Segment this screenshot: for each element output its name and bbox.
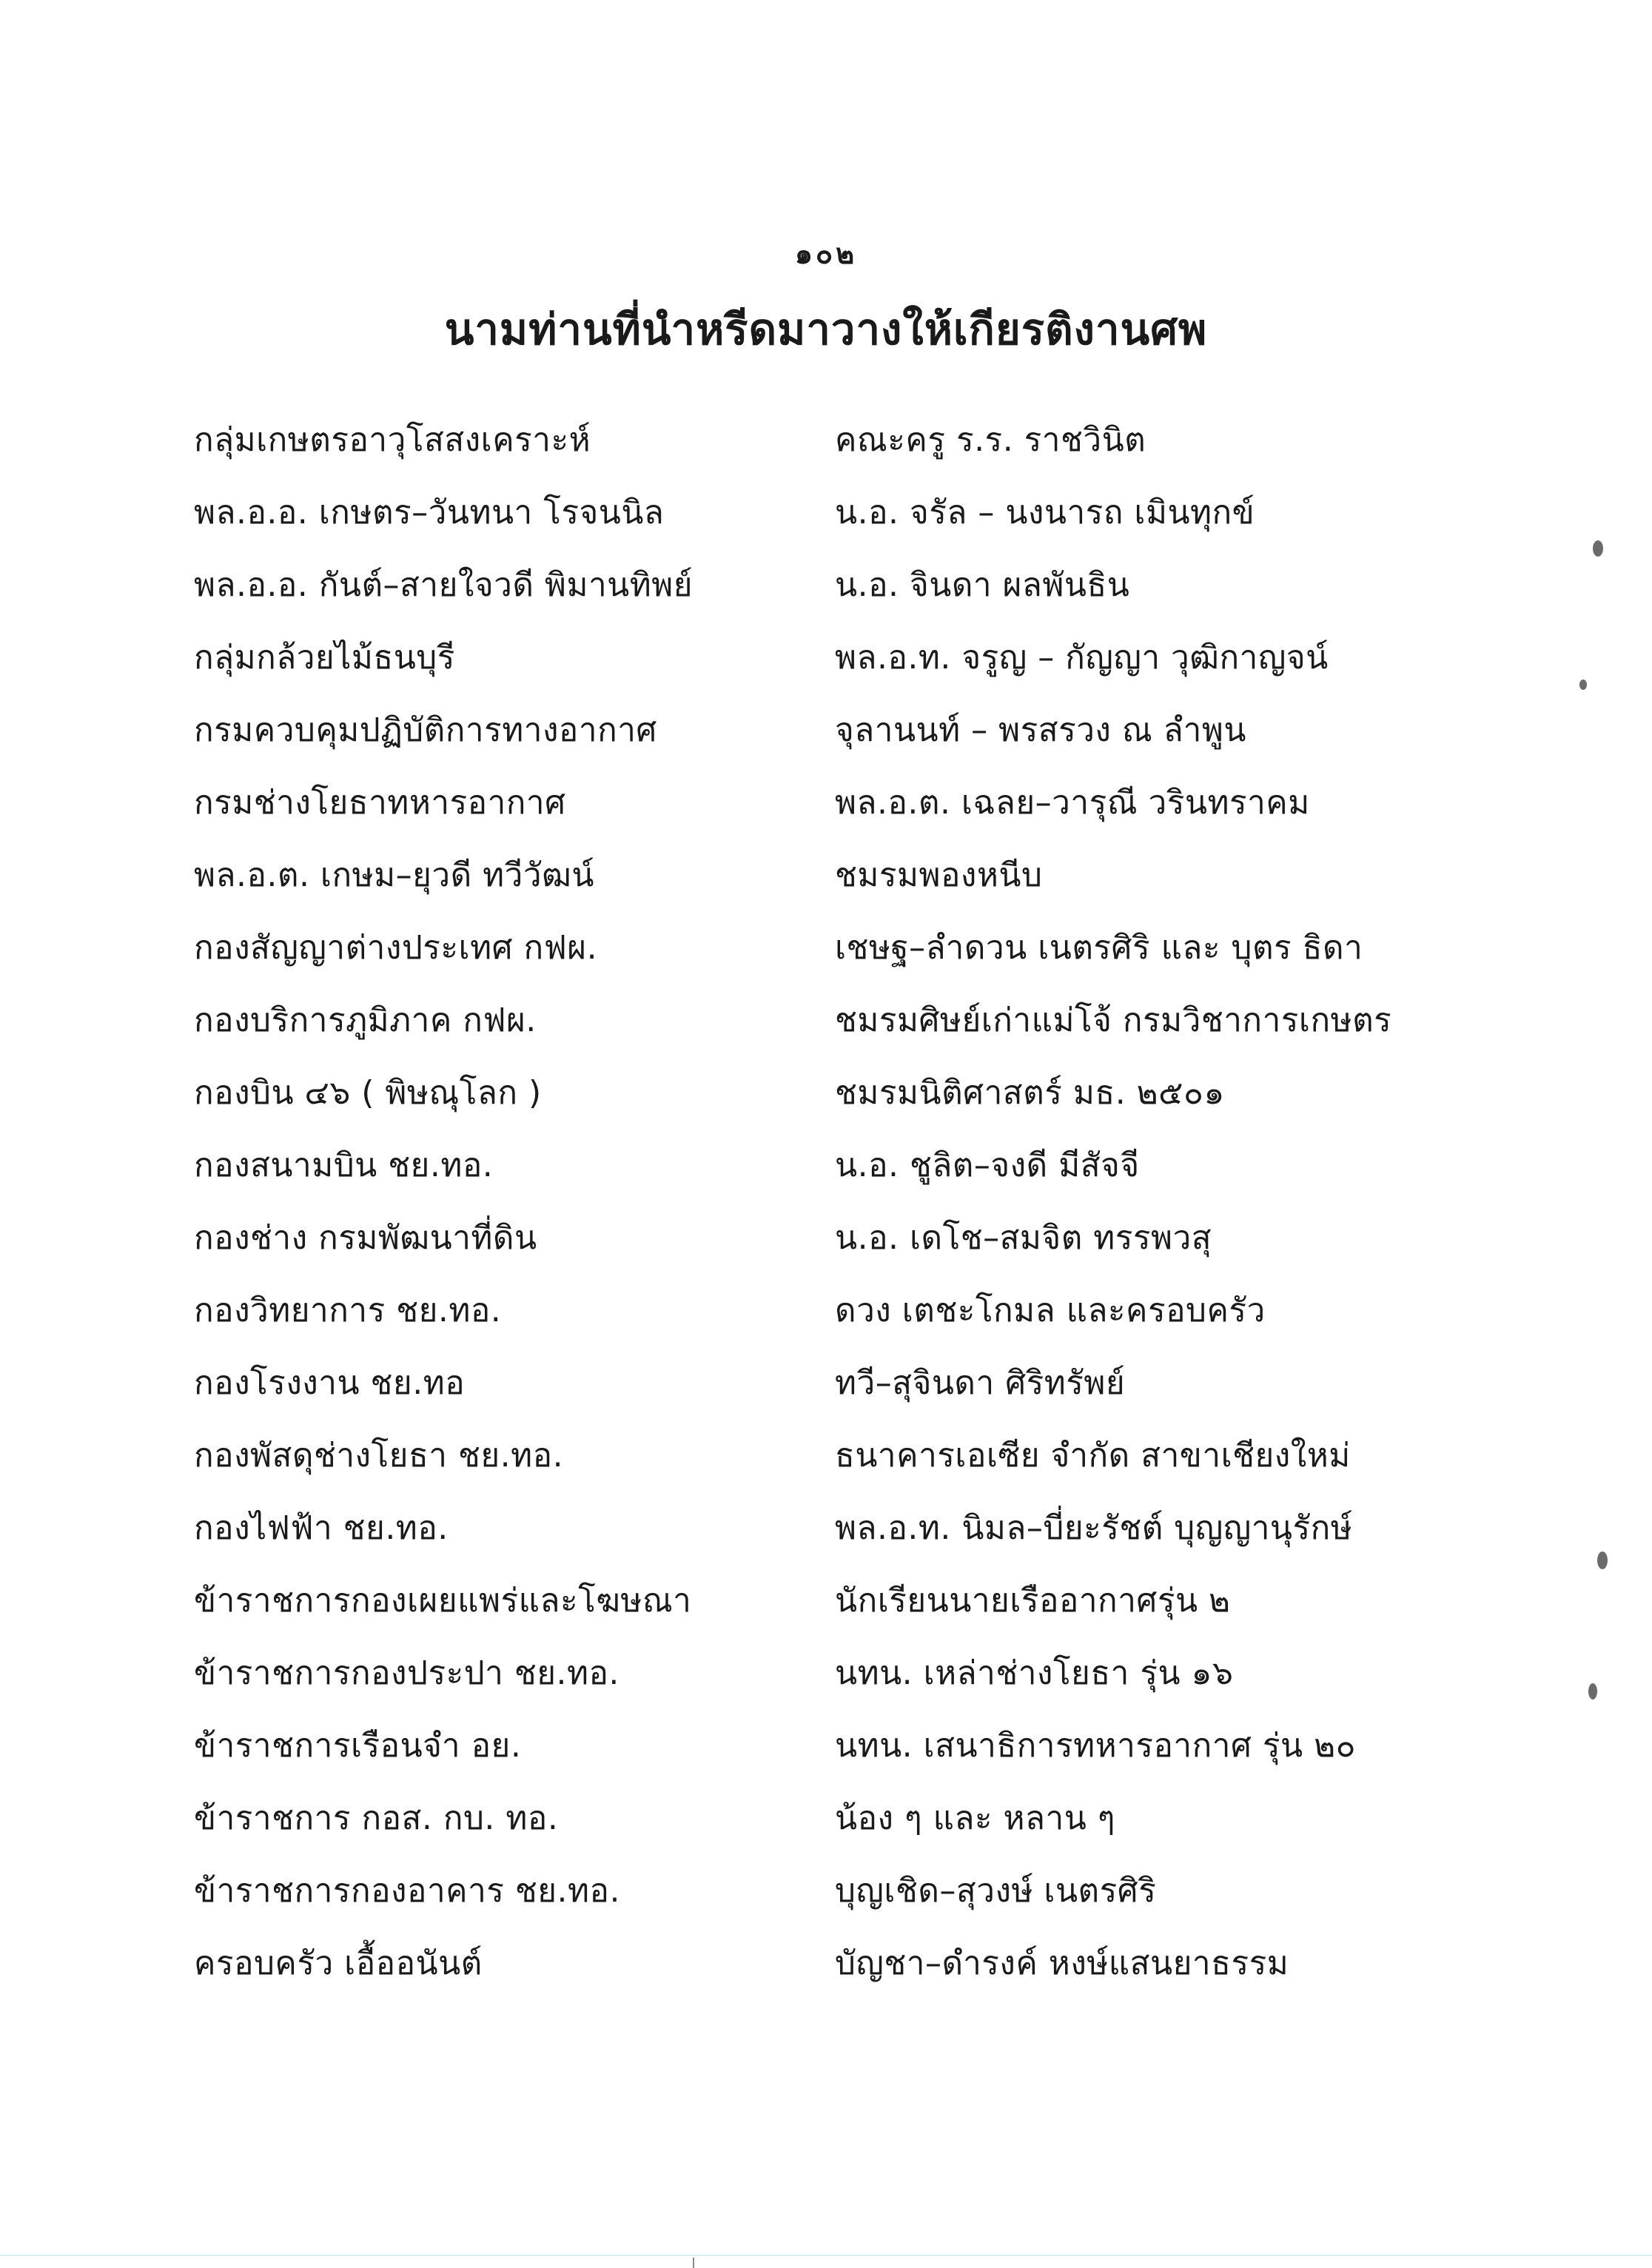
scan-speck xyxy=(1579,680,1587,690)
list-item: นทน. เสนาธิการทหารอากาศ รุ่น ๒๐ xyxy=(835,1727,1356,1765)
list-item: พล.อ.ท. จรูญ – กัญญา วุฒิกาญจน์ xyxy=(835,639,1329,677)
list-item: พล.อ.ต. เกษม–ยุวดี ทวีวัฒน์ xyxy=(194,856,594,894)
list-item: พล.อ.ท. นิมล–บี่ยะรัชต์ บุญญานุรักษ์ xyxy=(835,1509,1353,1547)
list-item: จุลานนท์ – พรสรวง ณ ลำพูน xyxy=(835,711,1246,749)
list-item: ดวง เตชะโกมล และครอบครัว xyxy=(835,1292,1266,1329)
list-item: ข้าราชการเรือนจำ อย. xyxy=(194,1727,522,1765)
list-item: กองโรงงาน ชย.ทอ xyxy=(194,1364,466,1402)
page-number: ๑๐๒ xyxy=(794,238,858,270)
list-item: ข้าราชการ กอส. กบ. ทอ. xyxy=(194,1799,559,1837)
list-item: ทวี–สุจินดา ศิริทรัพย์ xyxy=(835,1364,1126,1402)
scan-speck xyxy=(1593,540,1603,557)
list-item: ครอบครัว เอื้ออนันต์ xyxy=(194,1945,483,1982)
page-title: นามท่านที่นำหรีดมาวางให้เกียรติงานศพ xyxy=(444,304,1208,355)
list-item: น.อ. ชูลิต–จงดี มีสัจจี xyxy=(835,1147,1140,1184)
list-item: พล.อ.อ. กันต์–สายใจวดี พิมานทิพย์ xyxy=(194,566,694,604)
scan-edge-line xyxy=(0,2255,1652,2256)
list-item: บุญเชิด–สุวงษ์ เนตรศิริ xyxy=(835,1872,1157,1910)
list-item: น้อง ๆ และ หลาน ๆ xyxy=(835,1799,1115,1837)
list-item: ข้าราชการกองประปา ชย.ทอ. xyxy=(194,1654,620,1692)
list-item: นทน. เหล่าช่างโยธา รุ่น ๑๖ xyxy=(835,1654,1234,1692)
list-item: กลุ่มเกษตรอาวุโสสงเคราะห์ xyxy=(194,421,591,459)
list-item: น.อ. เดโช–สมจิต ทรรพวสุ xyxy=(835,1219,1212,1257)
list-item: ธนาคารเอเซีย จำกัด สาขาเชียงใหม่ xyxy=(835,1437,1351,1474)
list-item: ชมรมนิติศาสตร์ มธ. ๒๕๐๑ xyxy=(835,1074,1225,1112)
left-column xyxy=(194,415,830,2010)
list-item: กรมช่างโยธาทหารอากาศ xyxy=(194,784,566,822)
list-item: ข้าราชการกองเผยแพร่และโฆษณา xyxy=(194,1582,692,1620)
list-item: น.อ. จรัล – นงนารถ เมินทุกข์ xyxy=(835,494,1255,531)
list-item: พล.อ.ต. เฉลย–วารุณี วรินทราคม xyxy=(835,784,1310,822)
list-item: กองบริการภูมิภาค กฟผ. xyxy=(194,1002,537,1039)
list-item: เชษฐ–ลำดวน เนตรศิริ และ บุตร ธิดา xyxy=(835,929,1363,967)
list-item: กองช่าง กรมพัฒนาที่ดิน xyxy=(194,1219,537,1257)
list-item: ชมรมพองหนีบ xyxy=(835,856,1043,894)
list-item: กองสัญญาต่างประเทศ กฟผ. xyxy=(194,929,598,967)
list-item: นักเรียนนายเรืออากาศรุ่น ๒ xyxy=(835,1582,1231,1620)
right-column xyxy=(835,415,1590,2010)
scan-tick-mark xyxy=(693,2258,694,2268)
scan-speck xyxy=(1588,1683,1597,1700)
list-item: คณะครู ร.ร. ราชวินิต xyxy=(835,421,1146,459)
list-item: พล.อ.อ. เกษตร–วันทนา โรจนนิล xyxy=(194,494,665,531)
list-item: น.อ. จินดา ผลพันธิน xyxy=(835,566,1130,604)
list-item: บัญชา–ดำรงค์ หงษ์แสนยาธรรม xyxy=(835,1945,1289,1982)
list-item: กลุ่มกล้วยไม้ธนบุรี xyxy=(194,639,455,677)
list-item: กองบิน ๔๖ ( พิษณุโลก ) xyxy=(194,1074,542,1112)
scan-speck xyxy=(1597,1551,1608,1569)
list-item: ข้าราชการกองอาคาร ชย.ทอ. xyxy=(194,1872,620,1910)
list-item: กรมควบคุมปฏิบัติการทางอากาศ xyxy=(194,711,657,749)
list-item: ชมรมศิษย์เก่าแม่โจ้ กรมวิชาการเกษตร xyxy=(835,1002,1392,1039)
list-item: กองไฟฟ้า ชย.ทอ. xyxy=(194,1509,449,1547)
list-item: กองสนามบิน ชย.ทอ. xyxy=(194,1147,494,1184)
list-item: กองวิทยาการ ชย.ทอ. xyxy=(194,1292,502,1329)
list-item: กองพัสดุช่างโยธา ชย.ทอ. xyxy=(194,1437,564,1474)
